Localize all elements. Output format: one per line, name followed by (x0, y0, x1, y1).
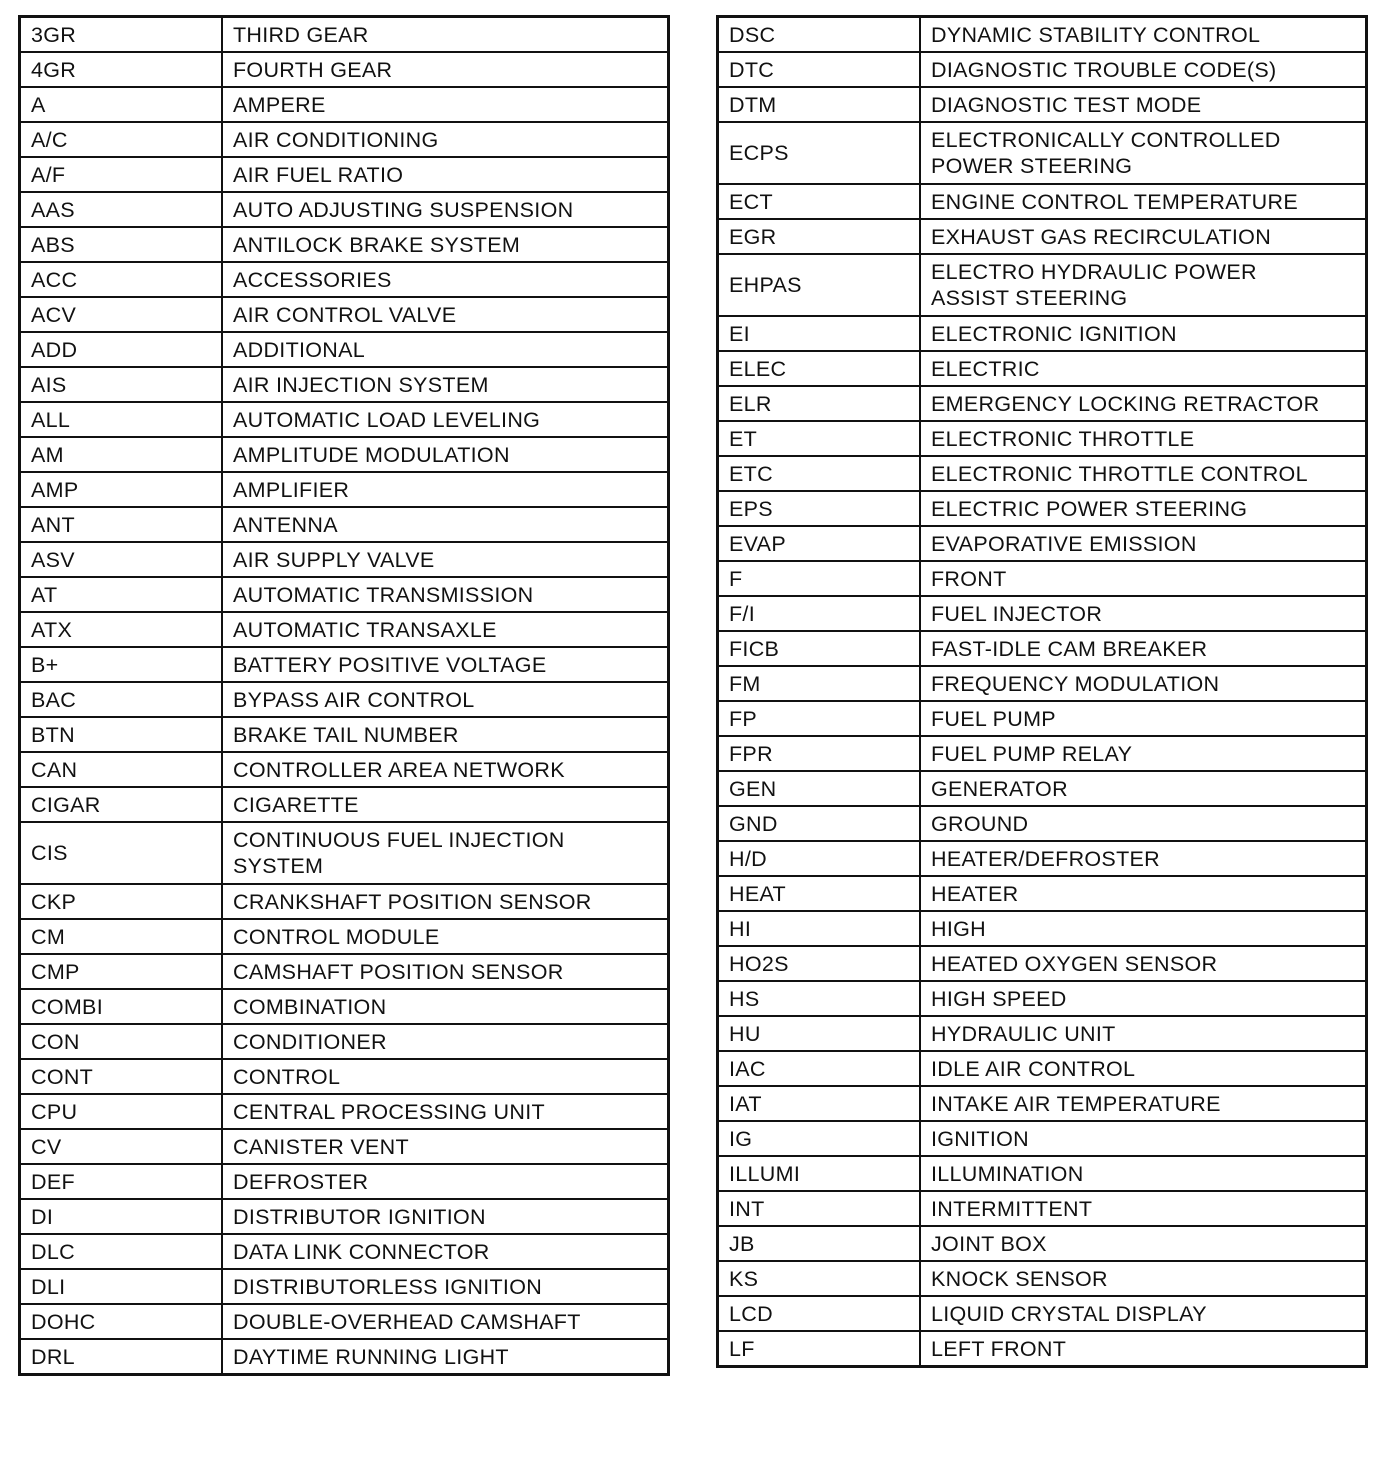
table-row (718, 1156, 1367, 1191)
meaning-cell: DEFROSTER (222, 1164, 669, 1199)
meaning-cell: ELECTRONIC IGNITION (920, 316, 1367, 351)
meaning-cell: EMERGENCY LOCKING RETRACTOR (920, 386, 1367, 421)
table-row (718, 1296, 1367, 1331)
abbreviation-cell: AIS (20, 367, 223, 402)
meaning-cell: INTERMITTENT (920, 1191, 1367, 1226)
meaning-cell: HIGH (920, 911, 1367, 946)
abbreviation-cell: DLI (20, 1269, 223, 1304)
abbreviation-table-left (18, 15, 670, 1376)
meaning-cell: KNOCK SENSOR (920, 1261, 1367, 1296)
table-row (718, 52, 1367, 87)
abbreviation-cell: A (20, 87, 223, 122)
table-row (718, 1191, 1367, 1226)
meaning-cell: IGNITION (920, 1121, 1367, 1156)
meaning-cell: AUTOMATIC LOAD LEVELING (222, 402, 669, 437)
abbreviation-cell: ALL (20, 402, 223, 437)
meaning-cell: BRAKE TAIL NUMBER (222, 717, 669, 752)
table-row (718, 596, 1367, 631)
meaning-cell: ELECTRONIC THROTTLE (920, 421, 1367, 456)
meaning-cell: ELECTRO HYDRAULIC POWER ASSIST STEERING (920, 254, 1367, 316)
abbreviation-cell: ACV (20, 297, 223, 332)
meaning-cell: INTAKE AIR TEMPERATURE (920, 1086, 1367, 1121)
abbreviation-cell: DRL (20, 1339, 223, 1375)
table-row (20, 1269, 669, 1304)
abbreviation-cell: FICB (718, 631, 921, 666)
abbreviation-cell: CIS (20, 822, 223, 884)
table-row (718, 631, 1367, 666)
table-row (20, 1199, 669, 1234)
meaning-cell: DIAGNOSTIC TEST MODE (920, 87, 1367, 122)
abbreviation-cell: A/C (20, 122, 223, 157)
abbreviation-cell: B+ (20, 647, 223, 682)
meaning-cell: FAST-IDLE CAM BREAKER (920, 631, 1367, 666)
table-row (718, 184, 1367, 219)
table-row (718, 456, 1367, 491)
table-row (20, 1094, 669, 1129)
abbreviation-cell: ELEC (718, 351, 921, 386)
meaning-cell: LEFT FRONT (920, 1331, 1367, 1367)
table-row (20, 612, 669, 647)
meaning-cell: CENTRAL PROCESSING UNIT (222, 1094, 669, 1129)
meaning-cell: AUTOMATIC TRANSAXLE (222, 612, 669, 647)
meaning-cell: EXHAUST GAS RECIRCULATION (920, 219, 1367, 254)
meaning-cell: FUEL PUMP RELAY (920, 736, 1367, 771)
abbreviation-cell: DEF (20, 1164, 223, 1199)
abbreviation-cell: FM (718, 666, 921, 701)
meaning-cell: DIAGNOSTIC TROUBLE CODE(S) (920, 52, 1367, 87)
abbreviation-table-right-body (718, 17, 1367, 1367)
table-row (20, 752, 669, 787)
table-row (718, 421, 1367, 456)
meaning-cell: CONTROLLER AREA NETWORK (222, 752, 669, 787)
table-row (20, 507, 669, 542)
meaning-cell: DISTRIBUTORLESS IGNITION (222, 1269, 669, 1304)
meaning-cell: JOINT BOX (920, 1226, 1367, 1261)
abbreviation-cell: CONT (20, 1059, 223, 1094)
table-row (20, 1339, 669, 1375)
meaning-cell: FUEL PUMP (920, 701, 1367, 736)
table-row (718, 1086, 1367, 1121)
table-row (718, 771, 1367, 806)
abbreviation-cell: JB (718, 1226, 921, 1261)
table-row (20, 157, 669, 192)
abbreviation-cell: CMP (20, 954, 223, 989)
abbreviation-cell: ELR (718, 386, 921, 421)
abbreviation-cell: EHPAS (718, 254, 921, 316)
table-row (20, 989, 669, 1024)
abbreviation-cell: ILLUMI (718, 1156, 921, 1191)
meaning-cell: DISTRIBUTOR IGNITION (222, 1199, 669, 1234)
abbreviation-cell: BAC (20, 682, 223, 717)
abbreviation-cell: A/F (20, 157, 223, 192)
meaning-cell: ENGINE CONTROL TEMPERATURE (920, 184, 1367, 219)
meaning-cell: CAMSHAFT POSITION SENSOR (222, 954, 669, 989)
table-row (20, 577, 669, 612)
abbreviation-cell: DTC (718, 52, 921, 87)
table-row (718, 122, 1367, 184)
table-row (20, 52, 669, 87)
meaning-cell: ELECTRIC (920, 351, 1367, 386)
meaning-cell: GENERATOR (920, 771, 1367, 806)
meaning-cell: AMPLIFIER (222, 472, 669, 507)
table-row (20, 647, 669, 682)
meaning-cell: CANISTER VENT (222, 1129, 669, 1164)
table-row (20, 822, 669, 884)
table-row (718, 386, 1367, 421)
table-row (20, 919, 669, 954)
table-row (20, 787, 669, 822)
abbreviation-cell: FP (718, 701, 921, 736)
table-row (718, 911, 1367, 946)
table-row (20, 884, 669, 919)
table-row (20, 472, 669, 507)
abbreviation-cell: ECT (718, 184, 921, 219)
meaning-cell: THIRD GEAR (222, 17, 669, 53)
meaning-cell: BYPASS AIR CONTROL (222, 682, 669, 717)
table-row (20, 1164, 669, 1199)
abbreviation-cell: ETC (718, 456, 921, 491)
table-row (718, 946, 1367, 981)
abbreviation-cell: DI (20, 1199, 223, 1234)
abbreviation-cell: CON (20, 1024, 223, 1059)
abbreviation-cell: ABS (20, 227, 223, 262)
table-row (20, 262, 669, 297)
table-row (20, 437, 669, 472)
table-row (718, 841, 1367, 876)
meaning-cell: ADDITIONAL (222, 332, 669, 367)
meaning-cell: GROUND (920, 806, 1367, 841)
meaning-cell: CONDITIONER (222, 1024, 669, 1059)
abbreviation-cell: ASV (20, 542, 223, 577)
abbreviation-table-left-body (20, 17, 669, 1375)
meaning-cell: BATTERY POSITIVE VOLTAGE (222, 647, 669, 682)
meaning-cell: CONTINUOUS FUEL INJECTION SYSTEM (222, 822, 669, 884)
meaning-cell: IDLE AIR CONTROL (920, 1051, 1367, 1086)
abbreviation-cell: GEN (718, 771, 921, 806)
table-row (718, 876, 1367, 911)
table-row (20, 1129, 669, 1164)
abbreviation-cell: AT (20, 577, 223, 612)
table-row (20, 717, 669, 752)
abbreviation-cell: COMBI (20, 989, 223, 1024)
table-row (718, 561, 1367, 596)
abbreviation-cell: DLC (20, 1234, 223, 1269)
table-row (718, 87, 1367, 122)
meaning-cell: CONTROL (222, 1059, 669, 1094)
meaning-cell: AIR CONTROL VALVE (222, 297, 669, 332)
abbreviation-cell: 4GR (20, 52, 223, 87)
abbreviation-cell: DOHC (20, 1304, 223, 1339)
abbreviation-cell: ADD (20, 332, 223, 367)
table-row (20, 367, 669, 402)
table-row (20, 402, 669, 437)
table-row (20, 1024, 669, 1059)
table-row (20, 542, 669, 577)
abbreviation-cell: CPU (20, 1094, 223, 1129)
meaning-cell: HEATED OXYGEN SENSOR (920, 946, 1367, 981)
table-row (718, 351, 1367, 386)
abbreviation-cell: ECPS (718, 122, 921, 184)
meaning-cell: AUTO ADJUSTING SUSPENSION (222, 192, 669, 227)
abbreviation-cell: AAS (20, 192, 223, 227)
abbreviation-cell: HI (718, 911, 921, 946)
meaning-cell: CRANKSHAFT POSITION SENSOR (222, 884, 669, 919)
abbreviation-cell: FPR (718, 736, 921, 771)
meaning-cell: DYNAMIC STABILITY CONTROL (920, 17, 1367, 53)
abbreviation-cell: INT (718, 1191, 921, 1226)
meaning-cell: FOURTH GEAR (222, 52, 669, 87)
abbreviation-cell: DSC (718, 17, 921, 53)
abbreviation-cell: KS (718, 1261, 921, 1296)
abbreviation-cell: H/D (718, 841, 921, 876)
table-row (718, 806, 1367, 841)
abbreviation-cell: GND (718, 806, 921, 841)
table-row (718, 1016, 1367, 1051)
meaning-cell: FRONT (920, 561, 1367, 596)
abbreviation-table-right (716, 15, 1368, 1368)
meaning-cell: AMPERE (222, 87, 669, 122)
meaning-cell: AUTOMATIC TRANSMISSION (222, 577, 669, 612)
meaning-cell: ELECTRIC POWER STEERING (920, 491, 1367, 526)
meaning-cell: DAYTIME RUNNING LIGHT (222, 1339, 669, 1375)
table-row (718, 736, 1367, 771)
abbreviation-cell: HS (718, 981, 921, 1016)
table-row (718, 1051, 1367, 1086)
table-row (20, 297, 669, 332)
abbreviation-cell: F (718, 561, 921, 596)
table-row (718, 701, 1367, 736)
table-row (20, 87, 669, 122)
table-row (718, 491, 1367, 526)
meaning-cell: ACCESSORIES (222, 262, 669, 297)
meaning-cell: ELECTRONICALLY CONTROLLED POWER STEERING (920, 122, 1367, 184)
abbreviation-cell: IG (718, 1121, 921, 1156)
abbreviation-cell: CKP (20, 884, 223, 919)
meaning-cell: ANTILOCK BRAKE SYSTEM (222, 227, 669, 262)
meaning-cell: AIR FUEL RATIO (222, 157, 669, 192)
abbreviation-cell: ET (718, 421, 921, 456)
table-row (718, 316, 1367, 351)
meaning-cell: AMPLITUDE MODULATION (222, 437, 669, 472)
table-row (718, 17, 1367, 53)
table-row (20, 1234, 669, 1269)
meaning-cell: HEATER/DEFROSTER (920, 841, 1367, 876)
meaning-cell: AIR CONDITIONING (222, 122, 669, 157)
meaning-cell: EVAPORATIVE EMISSION (920, 526, 1367, 561)
abbreviation-cell: F/I (718, 596, 921, 631)
abbreviation-cell: 3GR (20, 17, 223, 53)
meaning-cell: ANTENNA (222, 507, 669, 542)
table-row (718, 1331, 1367, 1367)
table-row (20, 17, 669, 53)
meaning-cell: CONTROL MODULE (222, 919, 669, 954)
abbreviation-cell: CM (20, 919, 223, 954)
meaning-cell: AIR SUPPLY VALVE (222, 542, 669, 577)
meaning-cell: FREQUENCY MODULATION (920, 666, 1367, 701)
abbreviation-cell: ANT (20, 507, 223, 542)
abbreviation-cell: ATX (20, 612, 223, 647)
abbreviation-cell: IAC (718, 1051, 921, 1086)
abbreviation-cell: CAN (20, 752, 223, 787)
abbreviation-cell: DTM (718, 87, 921, 122)
meaning-cell: ELECTRONIC THROTTLE CONTROL (920, 456, 1367, 491)
abbreviation-cell: CV (20, 1129, 223, 1164)
meaning-cell: LIQUID CRYSTAL DISPLAY (920, 1296, 1367, 1331)
abbreviation-cell: AMP (20, 472, 223, 507)
meaning-cell: HIGH SPEED (920, 981, 1367, 1016)
table-row (20, 1304, 669, 1339)
table-row (20, 954, 669, 989)
table-row (20, 192, 669, 227)
meaning-cell: AIR INJECTION SYSTEM (222, 367, 669, 402)
abbreviation-cell: LCD (718, 1296, 921, 1331)
meaning-cell: HYDRAULIC UNIT (920, 1016, 1367, 1051)
meaning-cell: COMBINATION (222, 989, 669, 1024)
abbreviation-cell: ACC (20, 262, 223, 297)
table-row (718, 666, 1367, 701)
abbreviation-cell: EVAP (718, 526, 921, 561)
meaning-cell: FUEL INJECTOR (920, 596, 1367, 631)
abbreviation-cell: BTN (20, 717, 223, 752)
meaning-cell: DATA LINK CONNECTOR (222, 1234, 669, 1269)
meaning-cell: HEATER (920, 876, 1367, 911)
table-row (718, 1226, 1367, 1261)
abbreviation-cell: HEAT (718, 876, 921, 911)
abbreviation-cell: EGR (718, 219, 921, 254)
abbreviation-cell: EPS (718, 491, 921, 526)
meaning-cell: DOUBLE-OVERHEAD CAMSHAFT (222, 1304, 669, 1339)
table-row (20, 227, 669, 262)
table-row (718, 1121, 1367, 1156)
table-row (20, 122, 669, 157)
table-row (718, 526, 1367, 561)
table-row (20, 332, 669, 367)
table-row (20, 682, 669, 717)
abbreviation-cell: AM (20, 437, 223, 472)
table-row (718, 219, 1367, 254)
abbreviation-cell: HU (718, 1016, 921, 1051)
table-row (718, 254, 1367, 316)
abbreviation-cell: EI (718, 316, 921, 351)
abbreviation-cell: LF (718, 1331, 921, 1367)
meaning-cell: CIGARETTE (222, 787, 669, 822)
table-row (20, 1059, 669, 1094)
abbreviation-cell: IAT (718, 1086, 921, 1121)
table-row (718, 1261, 1367, 1296)
abbreviation-cell: CIGAR (20, 787, 223, 822)
meaning-cell: ILLUMINATION (920, 1156, 1367, 1191)
abbreviation-cell: HO2S (718, 946, 921, 981)
table-row (718, 981, 1367, 1016)
